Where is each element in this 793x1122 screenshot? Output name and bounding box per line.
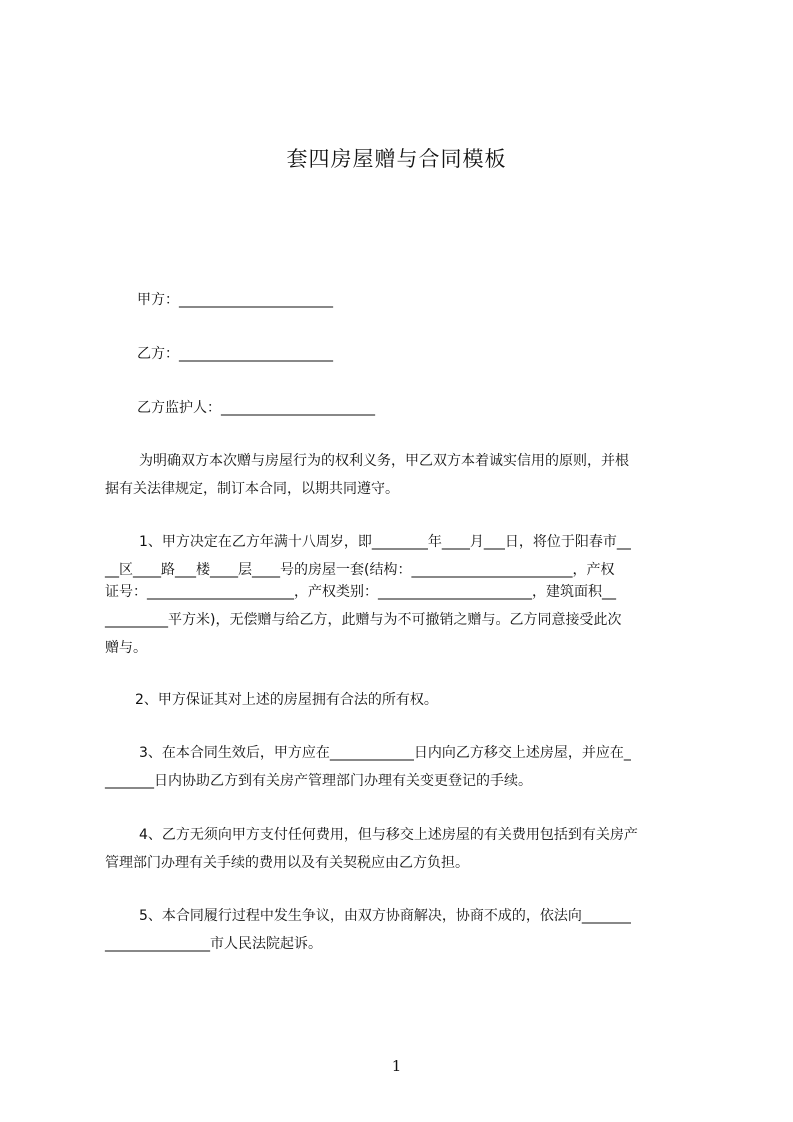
- clause-5-line-1: 5、本合同履行过程中发生争议，由双方协商解决，协商不成的，依法向_______: [139, 908, 631, 924]
- party-b-line: 乙方：______________________: [137, 346, 333, 362]
- preamble-line-2: 据有关法律规定，制订本合同，以期共同遵守。: [105, 481, 399, 497]
- clause-1-line-1: 1、甲方决定在乙方年满十八周岁，即________年____月___日，将位于阳春市__: [139, 534, 631, 550]
- clause-3-line-1: 3、在本合同生效后，甲方应在____________日内向乙方移交上述房屋，并应在_: [139, 745, 631, 761]
- clause-1-line-5: 赠与。: [105, 640, 147, 656]
- clause-2-line-1: 2、甲方保证其对上述的房屋拥有合法的所有权。: [135, 692, 438, 708]
- party-a-line: 甲方：______________________: [137, 292, 333, 308]
- clause-5-line-2: _______________市人民法院起诉。: [105, 936, 322, 952]
- guardian-line: 乙方监护人：______________________: [137, 400, 375, 416]
- document-title: 套四房屋赠与合同模板: [286, 147, 507, 171]
- clause-4-line-2: 管理部门办理有关手续的费用以及有关契税应由乙方负担。: [105, 855, 469, 871]
- clause-1-line-4: _________平方米)，无偿赠与给乙方，此赠与为不可撤销之赠与。乙方同意接受此次: [105, 612, 622, 628]
- page-number: 1: [391, 1057, 402, 1075]
- clause-4-line-1: 4、乙方无须向甲方支付任何费用，但与移交上述房屋的有关费用包括到有关房产: [139, 827, 638, 843]
- preamble-line-1: 为明确双方本次赠与房屋行为的权利义务，甲乙双方本着诚实信用的原则，并根: [139, 453, 629, 469]
- clause-1-line-2: __区____路___楼____层____号的房屋一套(结构：_______________________，产权: [105, 562, 615, 578]
- clause-1-line-3: 证号：_____________________，产权类别：______________________，建筑面积__: [105, 584, 616, 600]
- clause-3-line-2: _______日内协助乙方到有关房产管理部门办理有关变更登记的手续。: [105, 773, 532, 789]
